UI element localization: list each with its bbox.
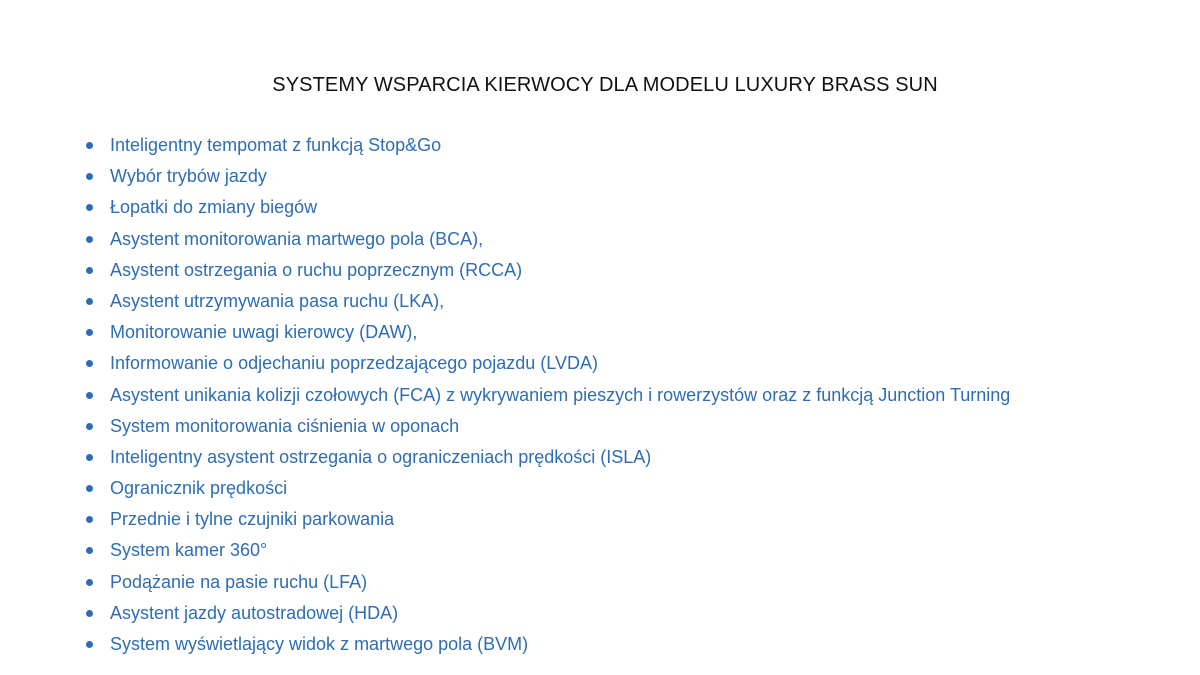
list-item-text: System kamer 360° — [110, 540, 268, 561]
list-item-text: Asystent ostrzegania o ruchu poprzecznym (RCCA) — [110, 259, 523, 280]
bullet-icon — [86, 142, 93, 149]
bullet-icon — [86, 204, 93, 211]
bullet-icon — [86, 547, 93, 554]
document-title: SYSTEMY WSPARCIA KIERWOCY DLA MODELU LUXURY BRASS SUN — [272, 74, 938, 96]
bullet-icon — [86, 236, 93, 243]
list-item-text: Asystent jazdy autostradowej (HDA) — [110, 602, 399, 623]
bullet-icon — [86, 392, 93, 399]
list-item-text: System monitorowania ciśnienia w oponach — [110, 415, 460, 436]
list-item-text: Ogranicznik prędkości — [110, 478, 288, 499]
list-item-text: Inteligentny tempomat z funkcją Stop&Go — [110, 135, 442, 155]
list-item-text: Przednie i tylne czujniki parkowania — [110, 509, 395, 530]
bullet-icon — [86, 610, 93, 617]
bullet-icon — [86, 360, 93, 367]
list-item-text: Asystent unikania kolizji czołowych (FCA) z wykrywaniem pieszych i rowerzystów oraz z funkcją Junction Turning — [110, 384, 1011, 405]
list-item — [84, 598, 1010, 629]
list-item — [84, 130, 1010, 161]
list-item-text: Informowanie o odjechaniu poprzedzającego pojazdu (LVDA) — [110, 353, 598, 374]
bullet-icon — [86, 516, 93, 523]
list-item — [84, 567, 1010, 598]
feature-list — [84, 130, 1010, 660]
bullet-icon — [86, 267, 93, 274]
bullet-icon — [86, 579, 93, 586]
list-item — [84, 317, 1010, 348]
bullet-icon — [86, 485, 93, 492]
list-item-text: Wybór trybów jazdy — [110, 166, 267, 187]
list-item — [84, 535, 1010, 566]
list-item-text: Łopatki do zmiany biegów — [110, 197, 318, 218]
bullet-icon — [86, 298, 93, 305]
bullet-icon — [86, 423, 93, 430]
list-item-text: Podążanie na pasie ruchu (LFA) — [110, 571, 368, 592]
list-item — [84, 348, 1010, 379]
list-item — [84, 192, 1010, 223]
list-item — [84, 504, 1010, 535]
bullet-icon — [86, 329, 93, 336]
bullet-icon — [86, 173, 93, 180]
list-item — [84, 255, 1010, 286]
list-item — [84, 380, 1010, 411]
list-item-text: Monitorowanie uwagi kierowcy (DAW), — [110, 322, 418, 343]
list-item — [84, 286, 1010, 317]
list-item-text: Asystent utrzymywania pasa ruchu (LKA), — [110, 290, 445, 311]
bullet-icon — [86, 641, 93, 648]
bullet-icon — [86, 454, 93, 461]
list-item — [84, 629, 1010, 660]
list-item — [84, 411, 1010, 442]
list-item — [84, 224, 1010, 255]
list-item-text: Inteligentny asystent ostrzegania o ograniczeniach prędkości (ISLA) — [110, 446, 652, 467]
list-item-text: Asystent monitorowania martwego pola (BCA), — [110, 228, 484, 249]
list-item — [84, 473, 1010, 504]
list-item-text: System wyświetlający widok z martwego pola (BVM) — [110, 634, 529, 654]
list-item — [84, 442, 1010, 473]
list-item — [84, 161, 1010, 192]
